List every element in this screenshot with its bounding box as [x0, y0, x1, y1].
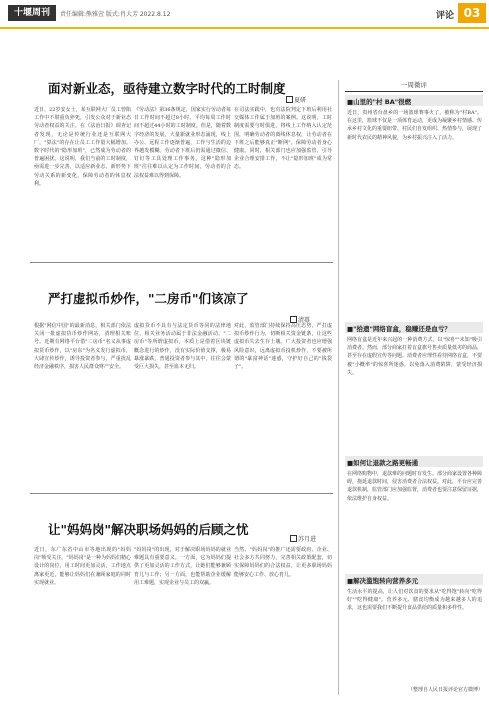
- editor-info: 责任编辑:熊雅萱 版式:肖大芳 2022.8.12: [60, 11, 171, 18]
- sidebar-item-text-3: 在网络购物中，退款难的问题时有发生。部分商家设置各种障碍，拖延退款时间，侵害消费者合法权益。对此，平台应完善退款机制，监管部门应加强监督，消费者也要注意保留证据，依法维护自身权益。: [347, 471, 482, 502]
- article-3-col-3: 当然，"妈妈岗"的推广还需要政府、企业、社会多方共同努力，完善相关政策配套，切实保障妈妈们的合法权益，让更多职场妈妈能够安心工作、放心育儿。: [234, 547, 332, 578]
- article-title-1: 面对新业态，亟待建立数字时代的工时制度: [48, 81, 286, 96]
- article-3-col-2: "妈妈岗"的出现，对于解决职场妈妈的就业难题具有重要意义。一方面，它为妈妈们提供了更加灵活的工作方式，让她们能够兼顾育儿与工作；另一方面，也能帮助企业缓解用工难题，实现企业与员工的双赢。: [134, 547, 231, 586]
- sidebar-item-title-1: ■山里的"村 BA"很燃: [347, 98, 412, 106]
- article-2-col-2: 虚拟货币不具有与法定货币等同的法律地位，相关业务活动属于非法金融活动。"二房币"等所谓虚拟币，本质上是借着区块链概念进行的炒作，没有实际价值支撑，极易暴涨暴跌，普通投资者参与其中，往往会蒙受巨大损失，甚至血本无归。: [134, 323, 231, 371]
- newspaper-logo: 十堰周刊: [8, 5, 56, 21]
- divider: [30, 493, 333, 494]
- sidebar-source: （整理自人民日报评论官方微博）: [407, 687, 483, 693]
- byline-2-text: 清薹: [298, 317, 311, 324]
- page-number: 03: [458, 3, 486, 23]
- article-3-col-1: 近日，东广东省中山市等地出现的"妈妈岗"频受关注。"妈妈岗"是一种为妈妈们精心设计的岗位，用工时间更加灵活，工作地点离家更近，能够让妈妈们在兼顾家庭的同时实现就业。: [34, 547, 131, 586]
- sidebar-item-text-1: 近日，贵州省台盘乡的一场篮球赛事火了，被称为"村BA"。在这里，篮球不仅是一项体育运动，更成为凝聚乡村情感、传承乡村文化的重要纽带。村民们自发组织、热情参与，展现了新时代农民的精神风貌，为乡村振兴注入了活力。: [347, 110, 482, 141]
- section-name: 评论: [436, 11, 455, 21]
- divider: [30, 262, 333, 263]
- byline-3: [290, 534, 316, 543]
- article-2-col-1: 根据"网信中国"的最新消息，相关部门依法关闭一批虚拟货币炒作网站，清理相关账号。近期有网络平台借"二房币"名义从事虚拟货币炒作，以"房东"为名义发行虚拟币，大肆宣传炒作，诱导投资者参与，严重扰乱经济金融秩序，损害人民群众财产安全。: [34, 323, 131, 371]
- sidebar-item-title-2: ■"拾遗"网络盲盒，稳赚还是血亏？: [347, 325, 451, 333]
- byline-3-text: 苏月进: [298, 536, 317, 543]
- byline-1: [286, 95, 306, 104]
- sidebar-header-rule: [345, 91, 483, 92]
- article-title-3: 让"妈妈岗"解决职场妈妈的后顾之忧: [48, 522, 249, 537]
- article-1-col-3: 在司法实践中，也有法院判定下班后利用社交媒体工作属于加班的案例。这说明，工时制度需要与时俱进，将线上工作纳入认定范围，明确劳动者的离线休息权，让劳动者在下班之后能够真正"断网"，保障劳动者身心健康。同时，相关部门也应加强监管，引导企业合理安排工作，不让"隐形加班"成为常态。: [234, 107, 332, 171]
- sidebar-item-text-2: 网络盲盒是近年来兴起的一种消费方式，以"惊喜""未知"吸引消费者。然而，部分商家打着盲盒旗号售卖质量低劣的商品，甚至存在虚假宣传等问题。消费者应理性看待网络盲盒，不要被"小概率"的惊喜所迷惑，以免落入消费陷阱，蒙受经济损失。: [347, 337, 482, 376]
- article-2-col-3: 对此，监管部门持续保持高压态势，严打虚拟币炒作行为，切断相关资金链条，让这些虚拟币失去生存土壤。广大投资者也应增强风险意识，远离虚拟币投机炒作，不要被所谓的"暴富神话"迷惑，守护好自己的"钱袋子"。: [234, 323, 332, 371]
- byline-1-text: 夏研: [294, 97, 307, 104]
- sidebar-item-title-3: ■如何让退款之路更畅通: [347, 459, 419, 467]
- sidebar-divider: [338, 80, 339, 695]
- article-title-2: 严打虚拟币炒作，"二房币"们该凉了: [48, 291, 249, 306]
- sidebar-header: 一周微评: [401, 81, 427, 89]
- article-1-col-2: 《劳动法》第36条规定，国家实行劳动者每日工作时间不超过8小时、平均每周工作时间不超过44小时的工时制度。但是，随着数字经济的发展，大量新就业形态涌现，线上办公、远程工作逐渐普遍，工作与生活的边界越发模糊。劳动者下班后仍需通过微信、钉钉等工具处理工作事务，这种"隐形加班"往往难以认定为工作时间，劳动者的合法权益难以得到保障。: [134, 107, 231, 179]
- sidebar-item-title-4: ■解决滥饱转向营养多元: [347, 577, 419, 585]
- sidebar-item-text-4: 生活水平的提高，让人们对饮食的要求从"吃得饱"转向"吃得好""吃得健康"。营养多元、膳食均衡成为越来越多人的追求，这也需要我们不断提升食品供给的质量和多样性。: [347, 589, 482, 612]
- article-1-col-1: 近日，22岁安女士，某互联网大厂员工曾陷工作中不堪重负猝死，引发公众对于新业态劳动者权益的关注。在《法治日报》调查记者发现，无论是传统行业还是互联网大厂，"算法"的存在让员工工作量大幅增加。数字时代的"隐形加班"，已然成为劳动者的普遍困扰。这说明，我们当前的工时制度，亟需进一步完善，以适应新业态、新形势下劳动关系的新变化，保障劳动者的休息权利。: [34, 107, 131, 187]
